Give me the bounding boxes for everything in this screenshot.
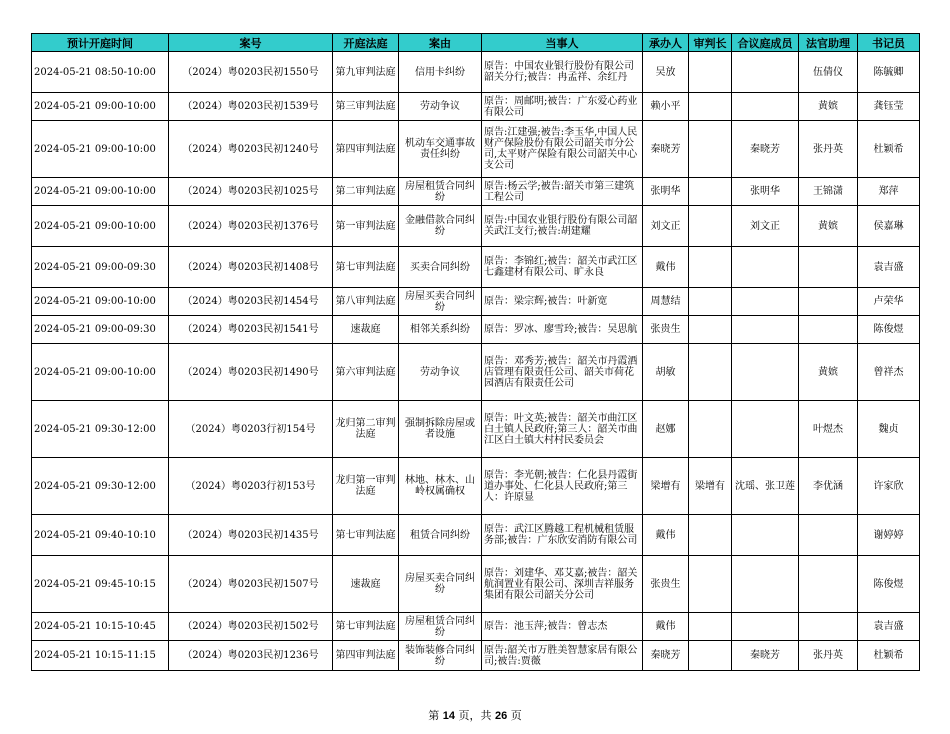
cell-clerk: 魏贞 bbox=[858, 401, 920, 458]
cell-time: 2024-05-21 09:00-10:00 bbox=[32, 178, 169, 206]
cell-judge: 张贵生 bbox=[643, 316, 689, 344]
cell-judge: 梁增有 bbox=[643, 458, 689, 515]
cell-clerk: 陈毓卿 bbox=[858, 52, 920, 93]
page-footer bbox=[0, 707, 950, 723]
table-row bbox=[32, 458, 920, 515]
cell-court: 第三审判法庭 bbox=[333, 93, 399, 121]
cell-court: 第七审判法庭 bbox=[333, 515, 399, 556]
cell-cause: 信用卡纠纷 bbox=[399, 52, 482, 93]
cell-parties: 原告：叶文英;被告：韶关市曲江区白土镇人民政府;第三人：韶关市曲江区白土镇大村村民委员会 bbox=[482, 401, 643, 458]
cell-parties: 原告:中国农业银行股份有限公司韶关武江支行;被告:胡建耀 bbox=[482, 206, 643, 247]
cell-chief-judge bbox=[689, 52, 732, 93]
cell-cause: 买卖合同纠纷 bbox=[399, 247, 482, 288]
cell-cause: 机动车交通事故责任纠纷 bbox=[399, 121, 482, 178]
cell-court: 第一审判法庭 bbox=[333, 206, 399, 247]
table-row bbox=[32, 52, 920, 93]
cell-cause: 房屋租赁合同纠纷 bbox=[399, 178, 482, 206]
cell-parties: 原告：李锦红;被告：韶关市武江区七鑫建材有限公司、旷永良 bbox=[482, 247, 643, 288]
cell-parties: 原告：李光朝;被告：仁化县丹霞街道办事处、仁化县人民政府;第三人：许原显 bbox=[482, 458, 643, 515]
cell-parties: 原告:杨云学;被告:韶关市第三建筑工程公司 bbox=[482, 178, 643, 206]
cell-judge: 张明华 bbox=[643, 178, 689, 206]
cell-clerk: 谢婷婷 bbox=[858, 515, 920, 556]
cell-chief-judge bbox=[689, 247, 732, 288]
cell-panel-members: 刘文正 bbox=[732, 206, 799, 247]
cell-court: 第八审判法庭 bbox=[333, 288, 399, 316]
cell-cause: 房屋买卖合同纠纷 bbox=[399, 288, 482, 316]
cell-parties: 原告：罗冰、廖雪玲;被告：吴思航 bbox=[482, 316, 643, 344]
cell-clerk: 杜颖希 bbox=[858, 121, 920, 178]
footer-page-number: 14 bbox=[442, 710, 455, 722]
cell-judge-assistant: 黄嫔 bbox=[799, 93, 858, 121]
cell-court: 第七审判法庭 bbox=[333, 613, 399, 641]
cell-time: 2024-05-21 09:00-10:00 bbox=[32, 121, 169, 178]
cell-cause: 劳动争议 bbox=[399, 93, 482, 121]
cell-judge: 赵娜 bbox=[643, 401, 689, 458]
cell-parties: 原告:韶关市万胜美智慧家居有限公司;被告:贾薇 bbox=[482, 641, 643, 671]
cell-judge-assistant: 王锦潇 bbox=[799, 178, 858, 206]
cell-panel-members bbox=[732, 288, 799, 316]
cell-time: 2024-05-21 09:30-12:00 bbox=[32, 401, 169, 458]
table-row bbox=[32, 344, 920, 401]
cell-panel-members bbox=[732, 401, 799, 458]
cell-clerk: 袁吉盛 bbox=[858, 613, 920, 641]
cell-court: 速裁庭 bbox=[333, 556, 399, 613]
table-row bbox=[32, 556, 920, 613]
cell-panel-members bbox=[732, 344, 799, 401]
col-header-case: 案号 bbox=[169, 34, 333, 52]
cell-judge-assistant bbox=[799, 515, 858, 556]
cell-court: 第七审判法庭 bbox=[333, 247, 399, 288]
cell-time: 2024-05-21 09:00-10:00 bbox=[32, 344, 169, 401]
cell-chief-judge bbox=[689, 641, 732, 671]
cell-time: 2024-05-21 10:15-11:15 bbox=[32, 641, 169, 671]
col-header-chief: 审判长 bbox=[689, 34, 732, 52]
cell-clerk: 陈俊煜 bbox=[858, 556, 920, 613]
cell-clerk: 杜颖希 bbox=[858, 641, 920, 671]
cell-time: 2024-05-21 10:15-10:45 bbox=[32, 613, 169, 641]
cell-chief-judge bbox=[689, 316, 732, 344]
cell-case-number: （2024）粤0203民初1376号 bbox=[169, 206, 333, 247]
cell-court: 龙归第一审判法庭 bbox=[333, 458, 399, 515]
cell-clerk: 曾祥杰 bbox=[858, 344, 920, 401]
cell-judge-assistant bbox=[799, 556, 858, 613]
cell-judge: 周慧结 bbox=[643, 288, 689, 316]
col-header-parties: 当事人 bbox=[482, 34, 643, 52]
cell-time: 2024-05-21 09:00-10:00 bbox=[32, 288, 169, 316]
cell-panel-members: 秦晓芳 bbox=[732, 121, 799, 178]
cell-case-number: （2024）粤0203民初1507号 bbox=[169, 556, 333, 613]
cell-judge-assistant bbox=[799, 613, 858, 641]
cell-court: 第九审判法庭 bbox=[333, 52, 399, 93]
table-row bbox=[32, 641, 920, 671]
cell-judge: 戴伟 bbox=[643, 247, 689, 288]
cell-judge-assistant bbox=[799, 316, 858, 344]
cell-panel-members: 沈瑶、张卫莲 bbox=[732, 458, 799, 515]
cell-case-number: （2024）粤0203民初1025号 bbox=[169, 178, 333, 206]
col-header-assistant: 法官助理 bbox=[799, 34, 858, 52]
cell-judge-assistant: 李优涵 bbox=[799, 458, 858, 515]
col-header-judge: 承办人 bbox=[643, 34, 689, 52]
cell-court: 第四审判法庭 bbox=[333, 641, 399, 671]
col-header-cause: 案由 bbox=[399, 34, 482, 52]
footer-total-pages: 26 bbox=[495, 710, 508, 722]
cell-chief-judge bbox=[689, 121, 732, 178]
cell-time: 2024-05-21 09:30-12:00 bbox=[32, 458, 169, 515]
col-header-panel: 合议庭成员 bbox=[732, 34, 799, 52]
cell-judge: 刘文正 bbox=[643, 206, 689, 247]
cell-cause: 劳动争议 bbox=[399, 344, 482, 401]
cell-parties: 原告：邓秀芳;被告：韶关市丹霞酒店管理有限责任公司、韶关市荷花园酒店有限责任公司 bbox=[482, 344, 643, 401]
cell-judge: 吴放 bbox=[643, 52, 689, 93]
cell-court: 第二审判法庭 bbox=[333, 178, 399, 206]
cell-time: 2024-05-21 09:00-09:30 bbox=[32, 247, 169, 288]
cell-parties: 原告：梁宗辉;被告：叶新宽 bbox=[482, 288, 643, 316]
cell-judge-assistant: 黄嫔 bbox=[799, 206, 858, 247]
cell-panel-members bbox=[732, 515, 799, 556]
footer-mid: 页，共 bbox=[458, 709, 492, 722]
cell-chief-judge bbox=[689, 93, 732, 121]
cell-chief-judge bbox=[689, 613, 732, 641]
cell-judge-assistant bbox=[799, 247, 858, 288]
col-header-court: 开庭法庭 bbox=[333, 34, 399, 52]
cell-cause: 装饰装修合同纠纷 bbox=[399, 641, 482, 671]
table-body bbox=[32, 52, 920, 671]
cell-case-number: （2024）粤0203民初1541号 bbox=[169, 316, 333, 344]
cell-cause: 金融借款合同纠纷 bbox=[399, 206, 482, 247]
cell-clerk: 龚钰莹 bbox=[858, 93, 920, 121]
cell-chief-judge bbox=[689, 288, 732, 316]
cell-cause: 房屋买卖合同纠纷 bbox=[399, 556, 482, 613]
cell-case-number: （2024）粤0203民初1539号 bbox=[169, 93, 333, 121]
footer-prefix: 第 bbox=[428, 709, 440, 722]
cell-judge: 张贵生 bbox=[643, 556, 689, 613]
cell-panel-members bbox=[732, 613, 799, 641]
table-row bbox=[32, 515, 920, 556]
table-row bbox=[32, 121, 920, 178]
cell-case-number: （2024）粤0203民初1550号 bbox=[169, 52, 333, 93]
cell-cause: 租赁合同纠纷 bbox=[399, 515, 482, 556]
cell-chief-judge bbox=[689, 344, 732, 401]
cell-parties: 原告：池玉萍;被告：曾志杰 bbox=[482, 613, 643, 641]
table-row bbox=[32, 247, 920, 288]
cell-case-number: （2024）粤0203行初154号 bbox=[169, 401, 333, 458]
table-row bbox=[32, 288, 920, 316]
cell-cause: 相邻关系纠纷 bbox=[399, 316, 482, 344]
cell-judge: 秦晓芳 bbox=[643, 121, 689, 178]
cell-panel-members bbox=[732, 556, 799, 613]
cell-parties: 原告：刘建华、邓艾嘉;被告：韶关航润置业有限公司、深圳吉祥服务集团有限公司韶关分公司 bbox=[482, 556, 643, 613]
cell-panel-members: 张明华 bbox=[732, 178, 799, 206]
cell-parties: 原告：周邮明;被告：广东爱心药业有限公司 bbox=[482, 93, 643, 121]
cell-case-number: （2024）粤0203民初1236号 bbox=[169, 641, 333, 671]
cell-cause: 强制拆除房屋或者设施 bbox=[399, 401, 482, 458]
cell-time: 2024-05-21 09:40-10:10 bbox=[32, 515, 169, 556]
cell-case-number: （2024）粤0203民初1435号 bbox=[169, 515, 333, 556]
cell-judge-assistant bbox=[799, 288, 858, 316]
cell-chief-judge bbox=[689, 401, 732, 458]
cell-clerk: 侯嘉琳 bbox=[858, 206, 920, 247]
cell-chief-judge bbox=[689, 556, 732, 613]
cell-judge-assistant: 伍倩仪 bbox=[799, 52, 858, 93]
col-header-time: 预计开庭时间 bbox=[32, 34, 169, 52]
cell-panel-members: 秦晓芳 bbox=[732, 641, 799, 671]
cell-parties: 原告：中国农业银行股份有限公司韶关分行;被告：冉孟祥、余红丹 bbox=[482, 52, 643, 93]
cell-parties: 原告:江建强;被告:李玉华,中国人民财产保险股份有限公司韶关市分公司,太平财产保险有限公司韶关中心支公司 bbox=[482, 121, 643, 178]
cell-judge-assistant: 张丹英 bbox=[799, 641, 858, 671]
cell-panel-members bbox=[732, 93, 799, 121]
cell-clerk: 郑萍 bbox=[858, 178, 920, 206]
cell-chief-judge bbox=[689, 515, 732, 556]
cell-case-number: （2024）粤0203民初1490号 bbox=[169, 344, 333, 401]
cell-judge: 胡敏 bbox=[643, 344, 689, 401]
cell-court: 龙归第二审判法庭 bbox=[333, 401, 399, 458]
cell-judge: 戴伟 bbox=[643, 515, 689, 556]
cell-cause: 房屋租赁合同纠纷 bbox=[399, 613, 482, 641]
cell-time: 2024-05-21 09:00-09:30 bbox=[32, 316, 169, 344]
table-row bbox=[32, 206, 920, 247]
cell-case-number: （2024）粤0203行初153号 bbox=[169, 458, 333, 515]
cell-court: 速裁庭 bbox=[333, 316, 399, 344]
cell-judge: 秦晓芳 bbox=[643, 641, 689, 671]
table-row bbox=[32, 613, 920, 641]
cell-clerk: 陈俊煜 bbox=[858, 316, 920, 344]
cell-parties: 原告：武江区腾越工程机械租赁服务部;被告：广东欣安消防有限公司 bbox=[482, 515, 643, 556]
table-row bbox=[32, 93, 920, 121]
cell-time: 2024-05-21 09:45-10:15 bbox=[32, 556, 169, 613]
cell-chief-judge bbox=[689, 178, 732, 206]
table-row bbox=[32, 178, 920, 206]
cell-court: 第四审判法庭 bbox=[333, 121, 399, 178]
cell-judge-assistant: 张丹英 bbox=[799, 121, 858, 178]
cell-cause: 林地、林木、山岭权属确权 bbox=[399, 458, 482, 515]
col-header-clerk: 书记员 bbox=[858, 34, 920, 52]
cell-judge-assistant: 叶煜杰 bbox=[799, 401, 858, 458]
hearing-schedule-table bbox=[31, 33, 920, 671]
cell-case-number: （2024）粤0203民初1408号 bbox=[169, 247, 333, 288]
header-row bbox=[32, 34, 920, 52]
cell-clerk: 许家欣 bbox=[858, 458, 920, 515]
cell-time: 2024-05-21 08:50-10:00 bbox=[32, 52, 169, 93]
cell-time: 2024-05-21 09:00-10:00 bbox=[32, 93, 169, 121]
cell-chief-judge: 梁增有 bbox=[689, 458, 732, 515]
cell-clerk: 袁吉盛 bbox=[858, 247, 920, 288]
cell-case-number: （2024）粤0203民初1502号 bbox=[169, 613, 333, 641]
cell-court: 第六审判法庭 bbox=[333, 344, 399, 401]
cell-case-number: （2024）粤0203民初1240号 bbox=[169, 121, 333, 178]
cell-clerk: 卢荣华 bbox=[858, 288, 920, 316]
cell-time: 2024-05-21 09:00-10:00 bbox=[32, 206, 169, 247]
cell-case-number: （2024）粤0203民初1454号 bbox=[169, 288, 333, 316]
cell-chief-judge bbox=[689, 206, 732, 247]
table-row bbox=[32, 316, 920, 344]
cell-judge: 戴伟 bbox=[643, 613, 689, 641]
table-row bbox=[32, 401, 920, 458]
cell-judge-assistant: 黄嫔 bbox=[799, 344, 858, 401]
cell-panel-members bbox=[732, 316, 799, 344]
cell-judge: 赖小平 bbox=[643, 93, 689, 121]
cell-panel-members bbox=[732, 52, 799, 93]
cell-panel-members bbox=[732, 247, 799, 288]
footer-suffix: 页 bbox=[510, 709, 522, 722]
